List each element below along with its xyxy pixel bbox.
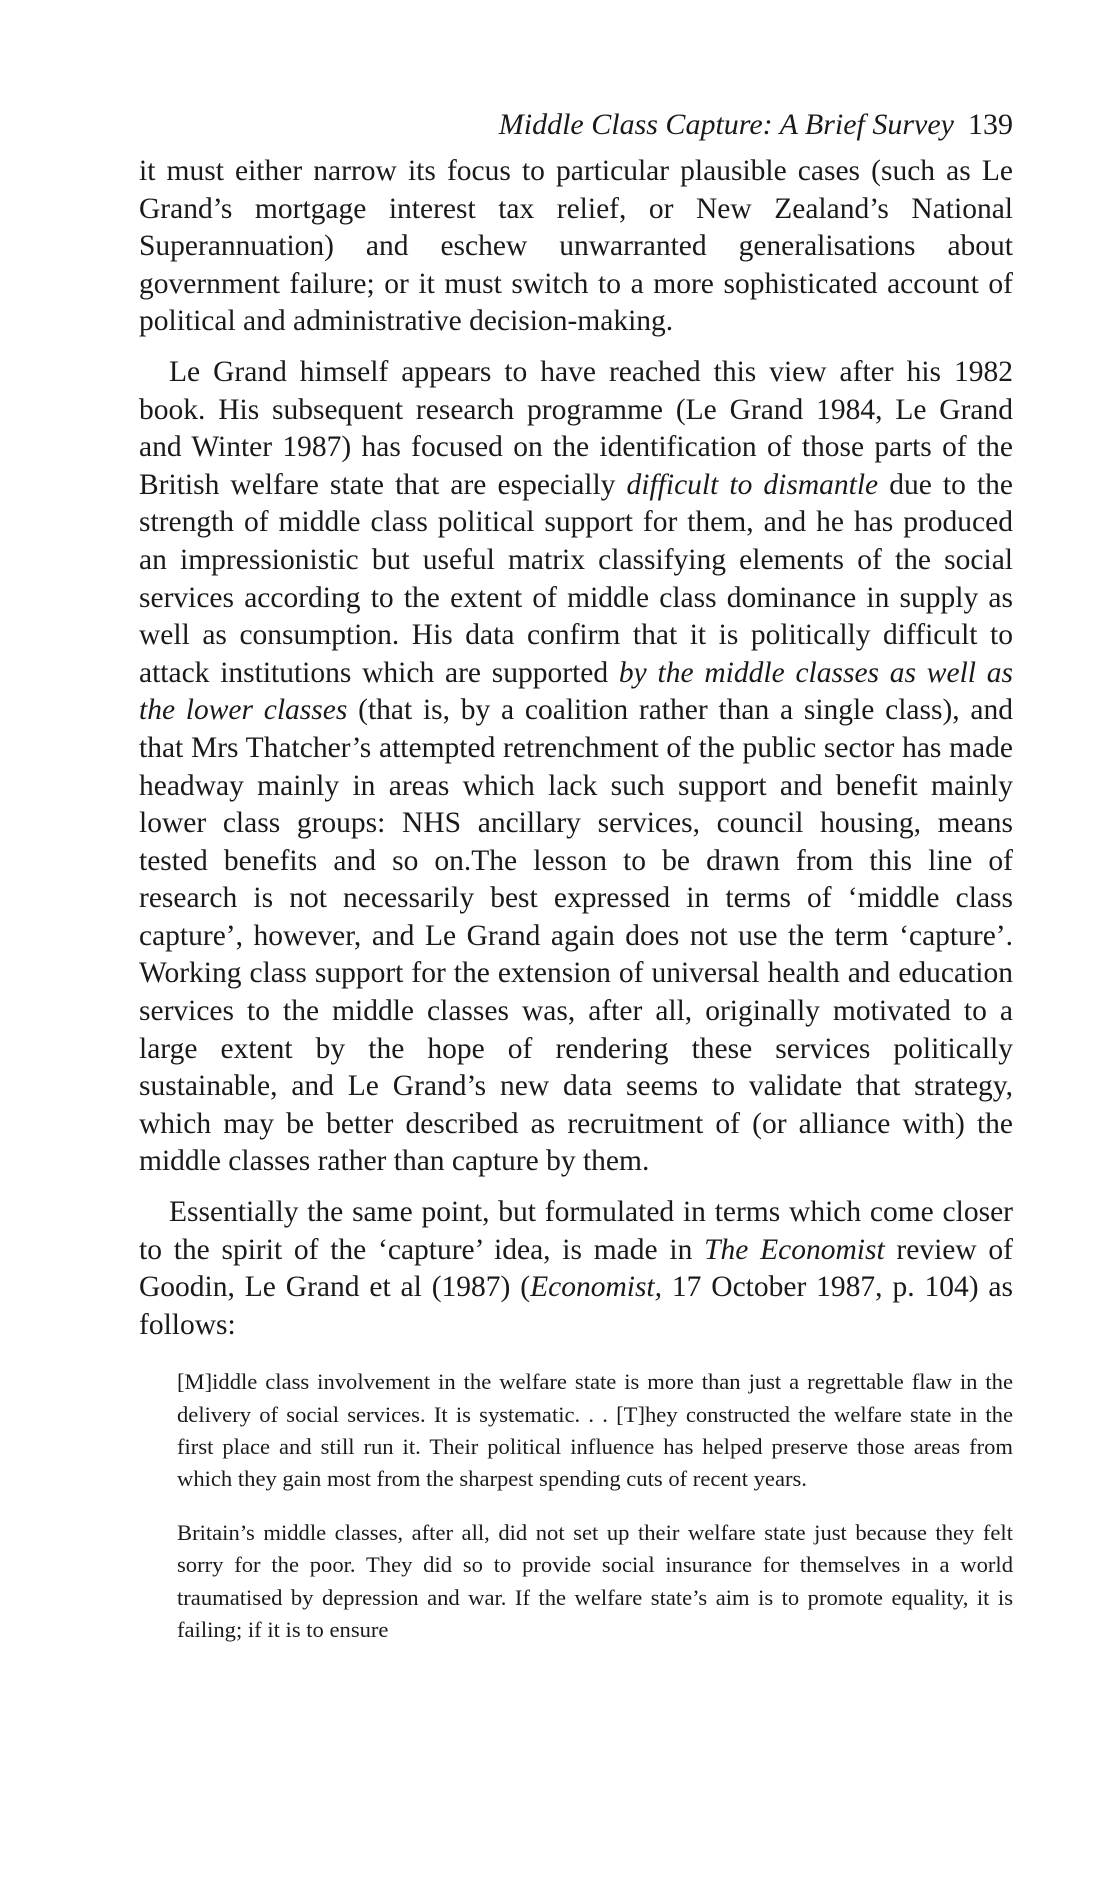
text-run: (that is, by a coalition rather than a single class), and that Mrs Thatcher’s attempted retrenchment of the public sector has made headway mainly in areas which lack such support and benefit mainly lower class groups: NHS ancillary services, council housing, means tested benefits and so on.The lesson to be drawn from this line of research is not necessarily best expressed in terms of ‘middle class capture’, however, and Le Grand again does not use the term ‘capture’. Working class support for the extension of universal health and education services to the middle classes was, after all, originally motivated to a large extent by the hope of rendering these services politically sustainable, and Le Grand’s new data seems to validate that strategy, which may be better described as recruitment of (or alliance with) the middle classes rather than capture by them. (139, 694, 1013, 1178)
paragraph-economist (139, 1194, 1013, 1344)
text-run: Le Grand himself appears to have reached this view after his 1982 book. His subsequent research programme (Le Grand 1984, Le Grand and Winter 1987) has focused on the identification of those parts of the British welfare state that are especially (139, 355, 1013, 501)
text-run: due to the strength of middle class political support for them, and he has produced an impressionistic but useful matrix classifying elements of the social services according to the extent of middle class dominance in supply as well as consumption. His data confirm that it is politically difficult to attack institutions which are supported (139, 468, 1013, 689)
text-run: Essentially the same point, but formulated in terms which come closer to the spirit of the ‘capture’ idea, is made in (139, 1196, 1013, 1266)
running-head-title: Middle Class Capture: A Brief Survey (498, 108, 954, 141)
block-quote (177, 1366, 1013, 1646)
text-run: review of Goodin, Le Grand et al (1987) ( (139, 1233, 1013, 1304)
book-page (139, 105, 1013, 1646)
text-run: it must either narrow its focus to particular plausible cases (such as Le Grand’s mortgage interest tax relief, or New Zealand’s National Superannuation) and eschew unwarranted generalisations about government failure; or it must switch to a more sophisticated account of political and administrative decision-making. (139, 155, 1013, 338)
text-run: 17 October 1987, p. 104) as follows: (139, 1271, 1013, 1341)
journal-title: Economist, (530, 1271, 663, 1304)
quote-paragraph: Britain’s middle classes, after all, did not set up their welfare state just because they felt sorry for the poor. They did so to provide social insurance for themselves in a world traumatised by depression and war. If the welfare state’s aim is to promote equality, it is failing; if it is to ensure (177, 1520, 1013, 1642)
emphasis-text: by the middle classes as well as the lower classes (139, 656, 1013, 727)
paragraph-continuation (139, 153, 1013, 341)
running-head (139, 105, 1013, 145)
paragraph-le-grand (139, 354, 1013, 1181)
quote-paragraph: [M]iddle class involvement in the welfare state is more than just a regrettable flaw in the delivery of social services. It is systematic. . . [T]hey constructed the welfare state in the first place and still run it. Their political influence has helped preserve those areas from which they gain most from the sharpest spending cuts of recent years. (177, 1369, 1013, 1492)
page-number: 139 (968, 108, 1013, 141)
emphasis-text: difficult to dismantle (626, 468, 879, 501)
journal-title: The Economist (704, 1233, 885, 1266)
